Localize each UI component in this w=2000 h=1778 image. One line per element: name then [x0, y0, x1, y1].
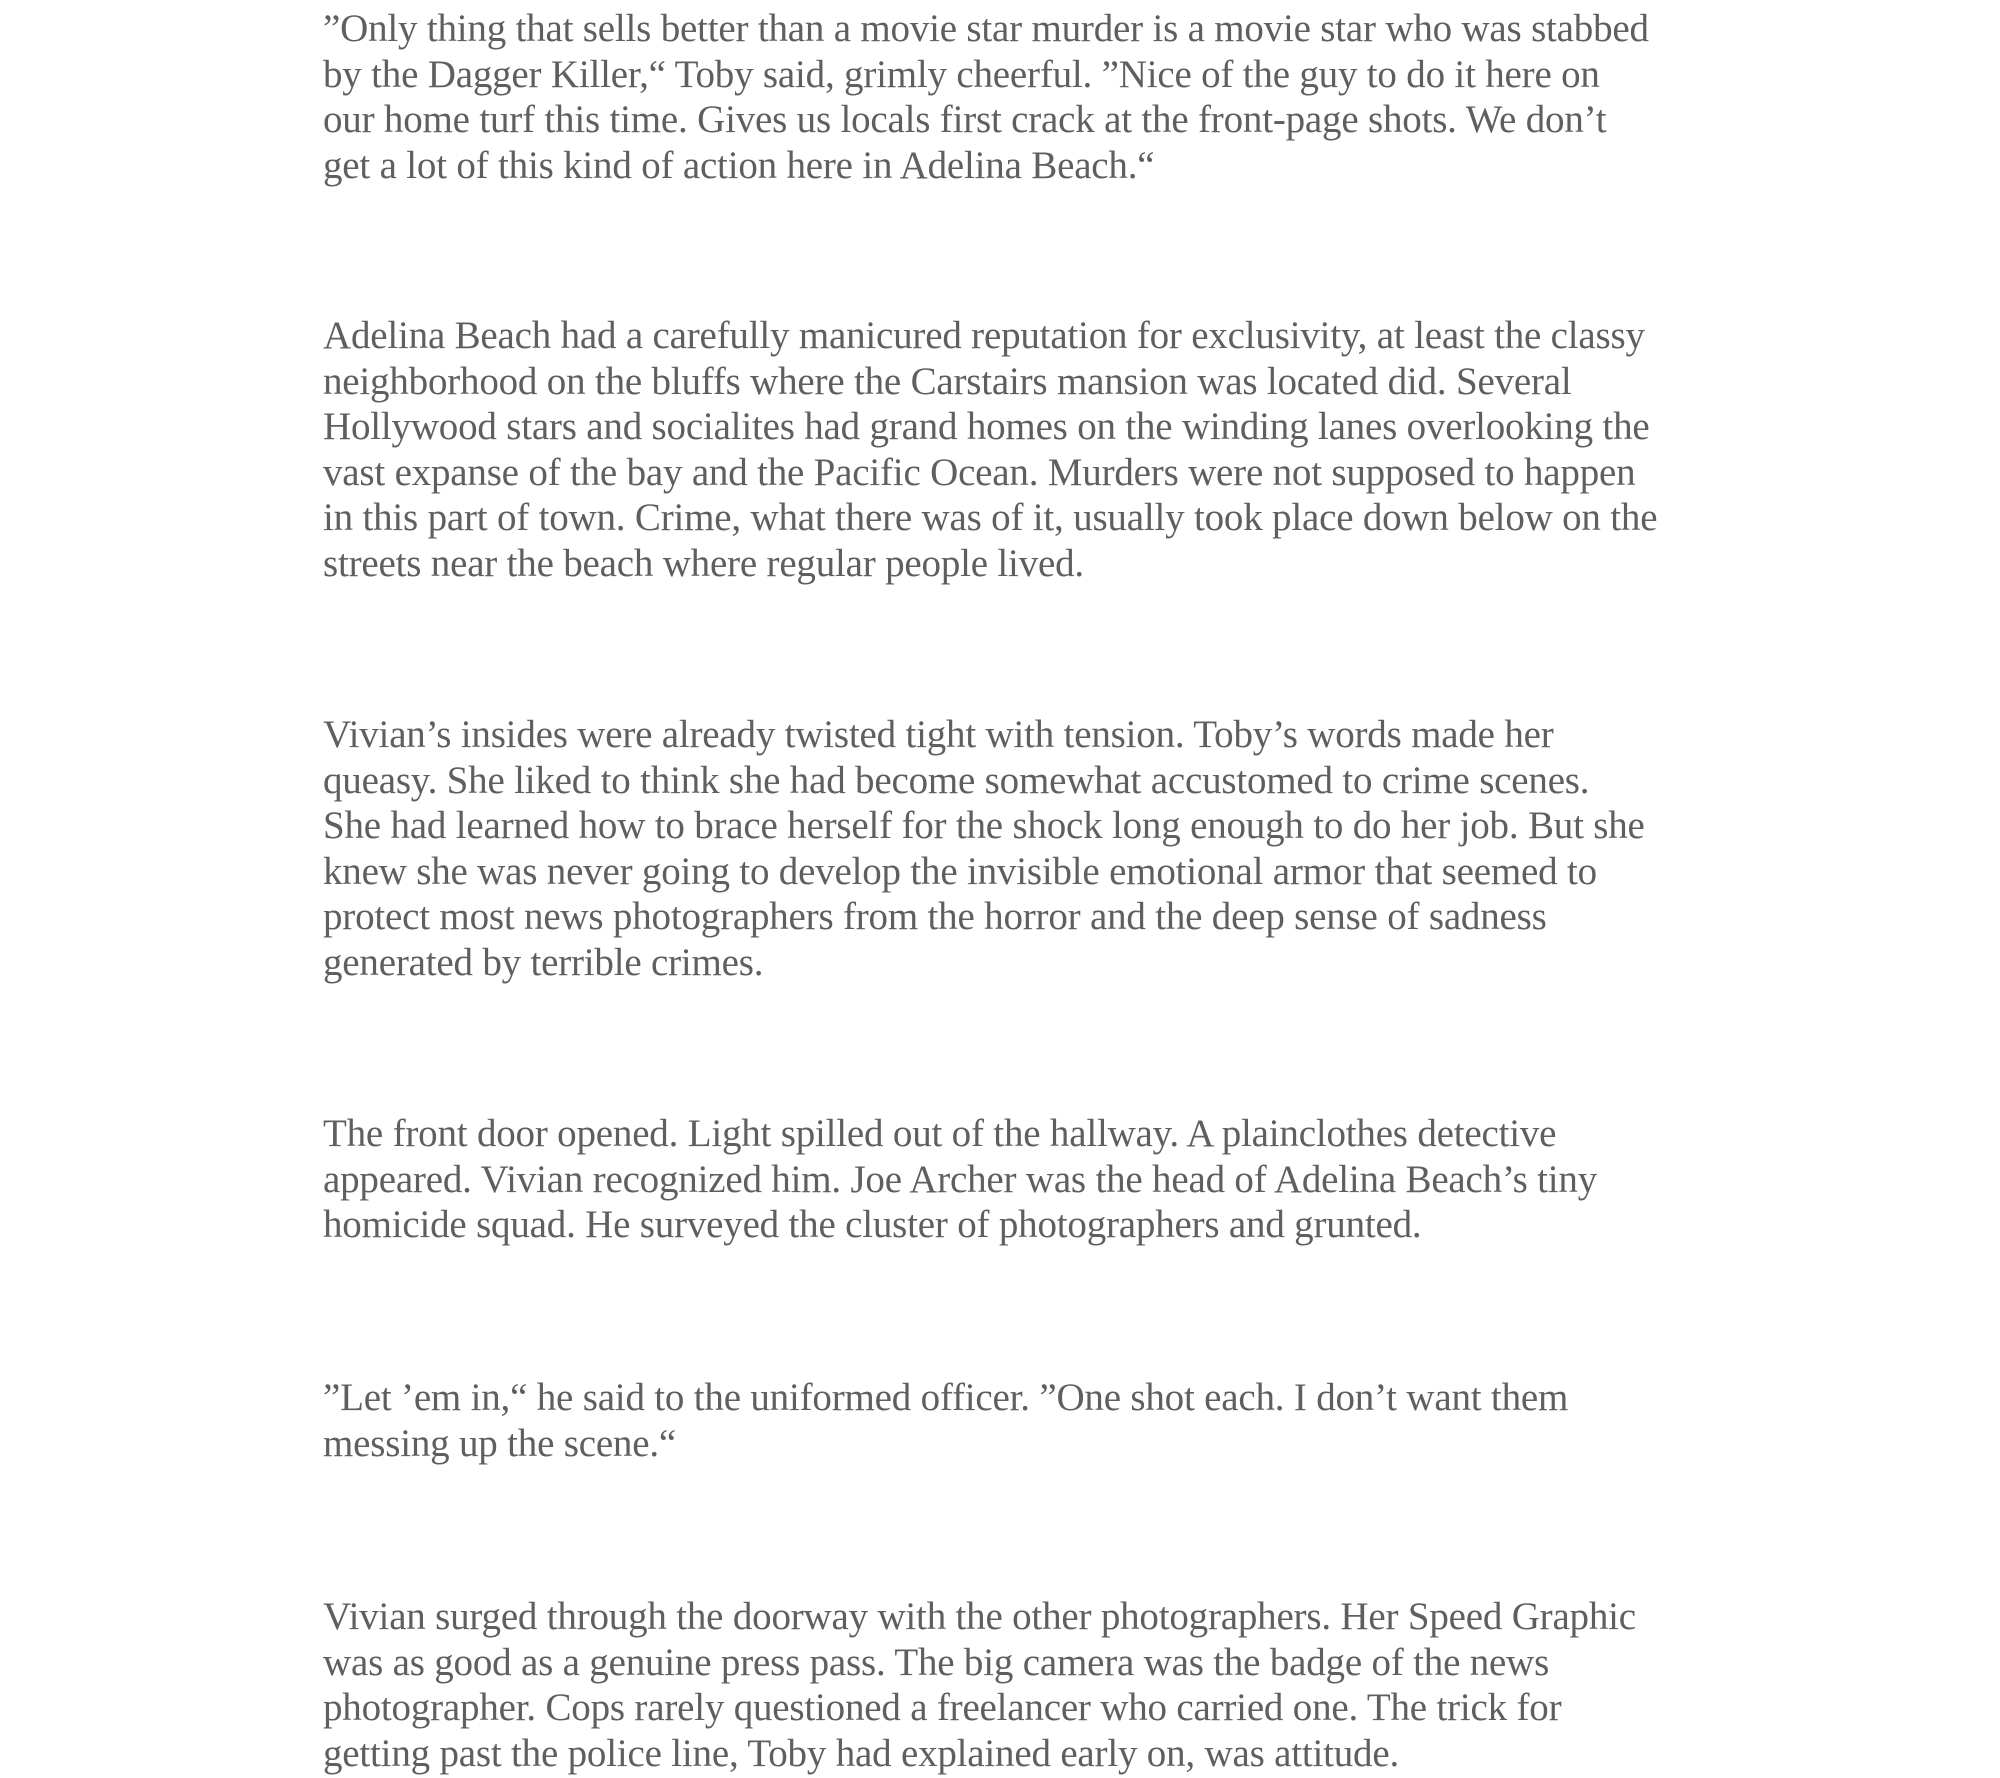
- paragraph-vivian-tension: Vivian’s insides were already twisted tight with tension. Toby’s words made her queasy. She liked to think she had become somewhat accustomed to crime scenes. She had learned how to brace herself for the shock long enough to do her job. But she knew she was never going to develop the invisible emotional armor that seemed to protect most news photographers from the horror and the deep sense of sadness generated by terrible crimes.: [323, 713, 1645, 984]
- paragraph-vivian-surged: Vivian surged through the doorway with the other photographers. Her Speed Graphic was as good as a genuine press pass. The big camera was the badge of the news photographer. Cops rarely questioned a freelancer who carried one. The trick for getting past the police line, Toby had explained early on, was attitude.: [323, 1595, 1636, 1775]
- paragraph-toby-dagger-killer: ”Only thing that sells better than a movie star murder is a movie star who was stabbed by the Dagger Killer,“ Toby said, grimly cheerful. ”Nice of the guy to do it here on our home turf this time. Gives us locals first crack at the front-page shots. We don’t get a lot of this kind of action here in Adelina Beach.“: [323, 7, 1649, 187]
- paragraph-let-em-in: ”Let ’em in,“ he said to the uniformed officer. ”One shot each. I don’t want them messing up the scene.“: [323, 1376, 1569, 1465]
- paragraph-front-door-opened: The front door opened. Light spilled out of the hallway. A plainclothes detective appeared. Vivian recognized him. Joe Archer was the head of Adelina Beach’s tiny homicide squad. He surveyed the cluster of photographers and grunted.: [323, 1112, 1597, 1246]
- paragraph-adelina-beach-reputation: Adelina Beach had a carefully manicured reputation for exclusivity, at least the classy neighborhood on the bluffs where the Carstairs mansion was located did. Several Hollywood stars and socialites had grand homes on the winding lanes overlooking the vast expanse of the bay and the Pacific Ocean. Murders were not supposed to happen in this part of town. Crime, what there was of it, usually took place down below on the streets near the beach where regular people lived.: [323, 314, 1658, 585]
